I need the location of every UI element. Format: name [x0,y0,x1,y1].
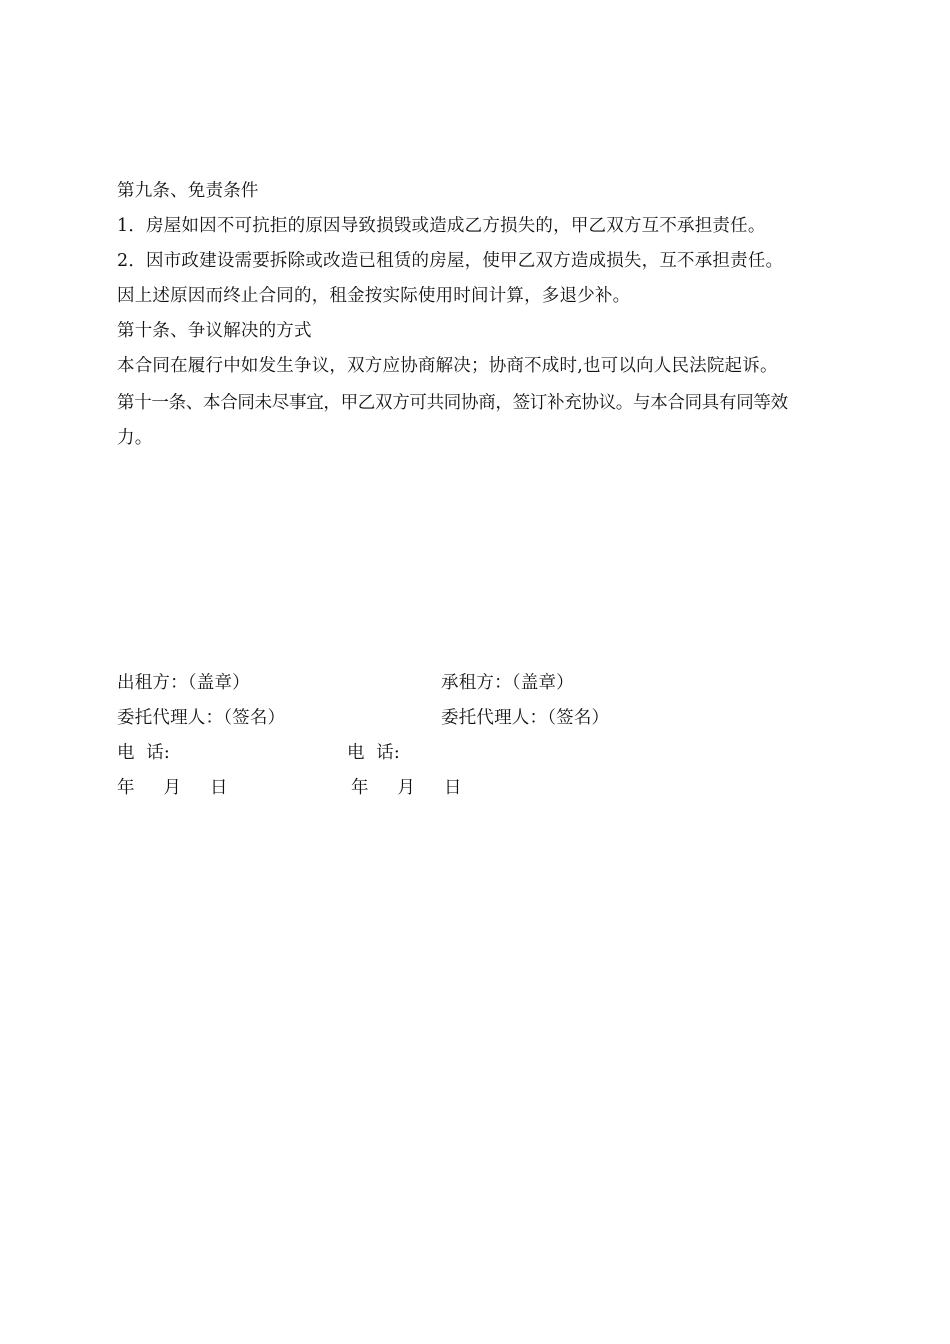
lessor-agent-label: 委托代理人：（签名） [117,708,286,728]
lessor-phone-label: 电 话: [117,743,171,763]
lessee-agent-label: 委托代理人：（签名） [441,708,610,728]
lessor-seal-label: 出租方：（盖章） [117,673,250,693]
article10-body: 本合同在履行中如发生争议，双方应协商解决；协商不成时,也可以向人民法院起诉。 [117,356,778,376]
article10-heading: 第十条、争议解决的方式 [117,321,312,341]
article9-item2: 2．因市政建设需要拆除或改造已租赁的房屋，使甲乙双方造成损失，互不承担责任。 [117,251,784,271]
article9-item2-continuation: 因上述原因而终止合同的，租金按实际使用时间计算，多退少补。 [117,286,631,306]
lessee-seal-label: 承租方：（盖章） [441,673,574,693]
lessee-phone-label: 电 话: [347,743,401,763]
article9-item1: 1．房屋如因不可抗拒的原因导致损毁或造成乙方损失的，甲乙双方互不承担责任。 [117,216,766,236]
lessee-date-label: 年 月 日 [351,778,462,798]
article11-line1: 第十一条、本合同未尽事宜，甲乙双方可共同协商，签订补充协议。与本合同具有同等效 [117,393,788,413]
article9-heading: 第九条、免责条件 [117,181,259,201]
lessor-date-label: 年 月 日 [117,778,228,798]
article11-line2: 力。 [117,428,153,448]
